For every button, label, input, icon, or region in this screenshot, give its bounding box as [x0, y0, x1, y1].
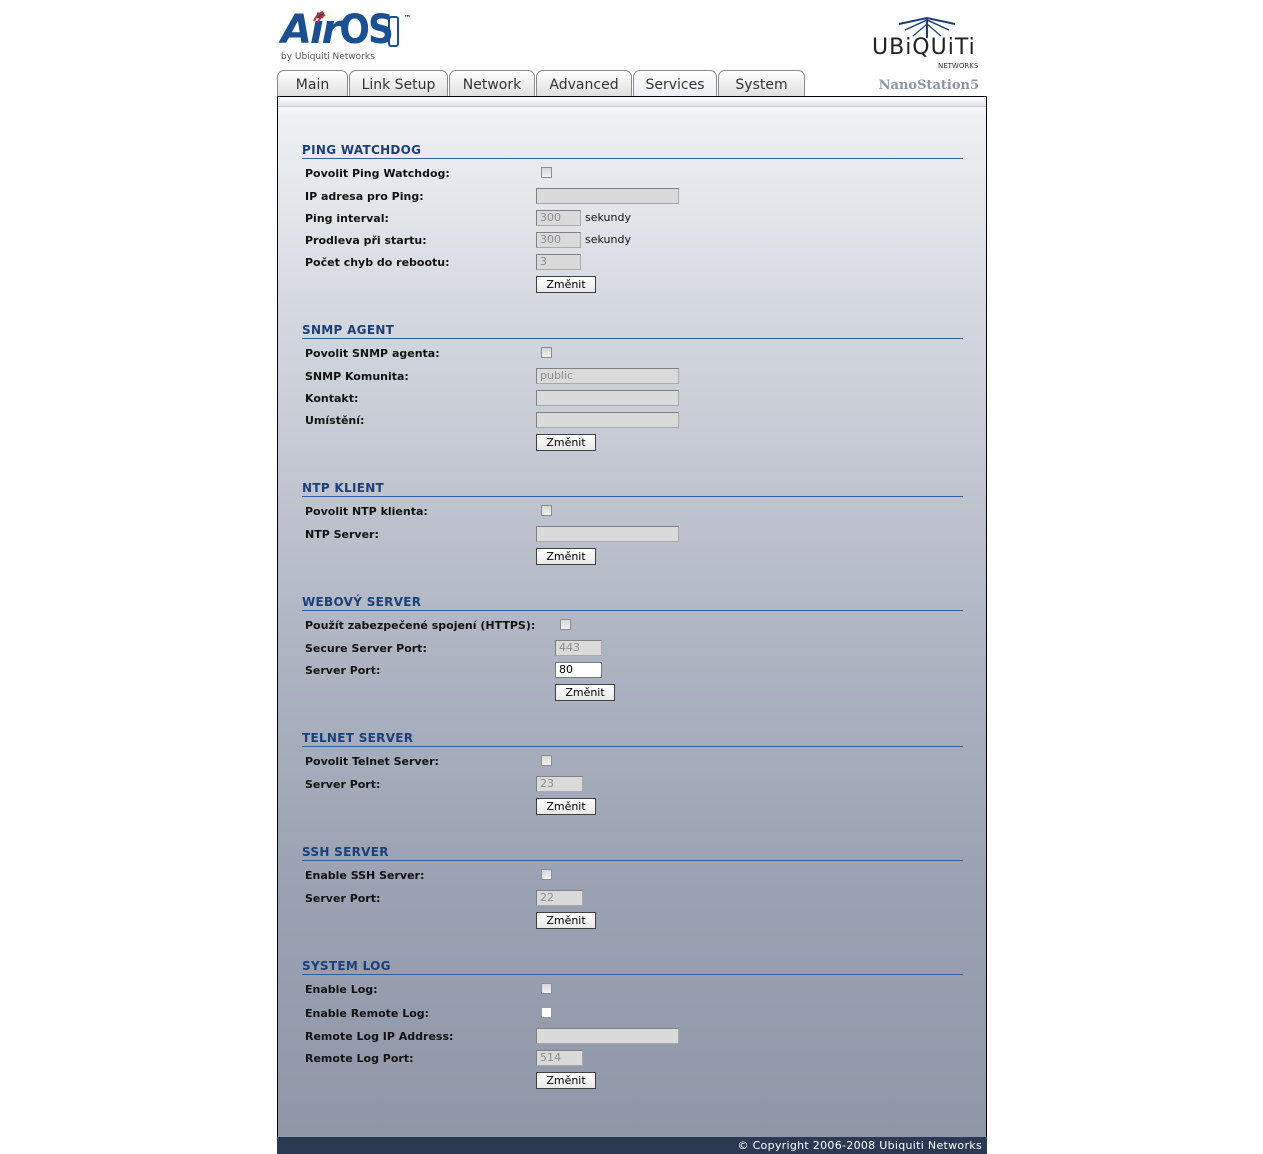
remote-log-ip-input[interactable]	[536, 1028, 679, 1044]
ntp-server-input[interactable]	[536, 526, 679, 542]
tab-services[interactable]: Services	[633, 70, 717, 99]
tab-advanced[interactable]: Advanced	[536, 70, 632, 97]
ntp-change-button[interactable]: Změnit	[536, 548, 596, 565]
telnet-port-input[interactable]: 23	[536, 776, 583, 792]
tab-network[interactable]: Network	[449, 70, 535, 97]
telnet-enable-label: Povolit Telnet Server:	[305, 755, 439, 768]
ubiquiti-logo	[867, 14, 987, 74]
web-https-checkbox[interactable]	[560, 619, 571, 630]
ssh-enable-checkbox[interactable]	[541, 869, 552, 880]
remote-log-enable-checkbox[interactable]	[541, 1007, 552, 1018]
tab-main[interactable]: Main	[277, 70, 348, 97]
tab-link-setup[interactable]: Link Setup	[349, 70, 448, 97]
web-secure-port-input[interactable]: 443	[555, 640, 602, 656]
ping-delay-label: Prodleva při startu:	[305, 234, 427, 247]
ping-interval-label: Ping interval:	[305, 212, 389, 225]
ping-interval-unit: sekundy	[585, 211, 631, 224]
snmp-community-label: SNMP Komunita:	[305, 370, 409, 383]
snmp-agent-title: SNMP AGENT	[302, 323, 963, 339]
footer	[277, 1137, 987, 1154]
remote-log-port-label: Remote Log Port:	[305, 1052, 414, 1065]
ping-failures-label: Počet chyb do rebootu:	[305, 256, 450, 269]
web-port-input[interactable]: 80	[555, 662, 602, 678]
tab-system[interactable]: System	[718, 70, 805, 97]
services-panel	[277, 97, 987, 1137]
device-name: NanoStation5	[878, 78, 979, 93]
device-outline-icon	[387, 16, 401, 48]
ping-ip-input[interactable]	[536, 188, 679, 204]
snmp-contact-label: Kontakt:	[305, 392, 359, 405]
telnet-server-title: TELNET SERVER	[302, 731, 963, 747]
ntp-enable-checkbox[interactable]	[541, 505, 552, 516]
telnet-change-button[interactable]: Změnit	[536, 798, 596, 815]
ssh-port-input[interactable]: 22	[536, 890, 583, 906]
ping-enable-label: Povolit Ping Watchdog:	[305, 167, 450, 180]
ping-enable-checkbox[interactable]	[541, 167, 552, 178]
system-log-title: SYSTEM LOG	[302, 959, 963, 975]
log-enable-checkbox[interactable]	[541, 983, 552, 994]
ntp-enable-label: Povolit NTP klienta:	[305, 505, 428, 518]
airos-logo	[281, 6, 421, 64]
ntp-client-title: NTP KLIENT	[302, 481, 963, 497]
snmp-change-button[interactable]: Změnit	[536, 434, 596, 451]
snmp-community-input[interactable]: public	[536, 368, 679, 384]
ping-delay-input[interactable]: 300	[536, 232, 581, 248]
wifi-waves-icon	[311, 9, 333, 23]
copyright-text: © Copyright 2006-2008 Ubiquiti Networks	[737, 1139, 982, 1152]
web-https-label: Použít zabezpečené spojení (HTTPS):	[305, 619, 536, 632]
ssh-enable-label: Enable SSH Server:	[305, 869, 425, 882]
remote-log-ip-label: Remote Log IP Address:	[305, 1030, 454, 1043]
trademark-mark: ™	[404, 14, 411, 22]
logo-byline: by Ubiquiti Networks	[281, 52, 375, 62]
syslog-change-button[interactable]: Změnit	[536, 1072, 596, 1089]
ping-delay-unit: sekundy	[585, 233, 631, 246]
telnet-port-label: Server Port:	[305, 778, 381, 791]
ping-ip-label: IP adresa pro Ping:	[305, 190, 424, 203]
web-server-title: WEBOVÝ SERVER	[302, 595, 963, 611]
ssh-port-label: Server Port:	[305, 892, 381, 905]
web-port-label: Server Port:	[305, 664, 381, 677]
snmp-enable-label: Povolit SNMP agenta:	[305, 347, 440, 360]
brand-subtitle: NETWORKS	[938, 62, 979, 70]
logo-os-text: OS	[339, 7, 392, 53]
snmp-enable-checkbox[interactable]	[541, 347, 552, 358]
telnet-enable-checkbox[interactable]	[541, 755, 552, 766]
logo-air-text: Air	[281, 7, 340, 53]
snmp-contact-input[interactable]	[536, 390, 679, 406]
remote-log-enable-label: Enable Remote Log:	[305, 1007, 430, 1020]
ping-change-button[interactable]: Změnit	[536, 276, 596, 293]
ssh-server-title: SSH SERVER	[302, 845, 963, 861]
ntp-server-label: NTP Server:	[305, 528, 379, 541]
ssh-change-button[interactable]: Změnit	[536, 912, 596, 929]
ping-watchdog-title: PING WATCHDOG	[302, 143, 963, 159]
page	[277, 0, 987, 1154]
snmp-location-label: Umístění:	[305, 414, 365, 427]
web-change-button[interactable]: Změnit	[555, 684, 615, 701]
web-secure-port-label: Secure Server Port:	[305, 642, 427, 655]
brand-name: UBiQUiTi	[872, 35, 976, 60]
snmp-location-input[interactable]	[536, 412, 679, 428]
ping-failures-input[interactable]: 3	[536, 254, 581, 270]
log-enable-label: Enable Log:	[305, 983, 378, 996]
ping-interval-input[interactable]: 300	[536, 210, 581, 226]
remote-log-port-input[interactable]: 514	[536, 1050, 583, 1066]
